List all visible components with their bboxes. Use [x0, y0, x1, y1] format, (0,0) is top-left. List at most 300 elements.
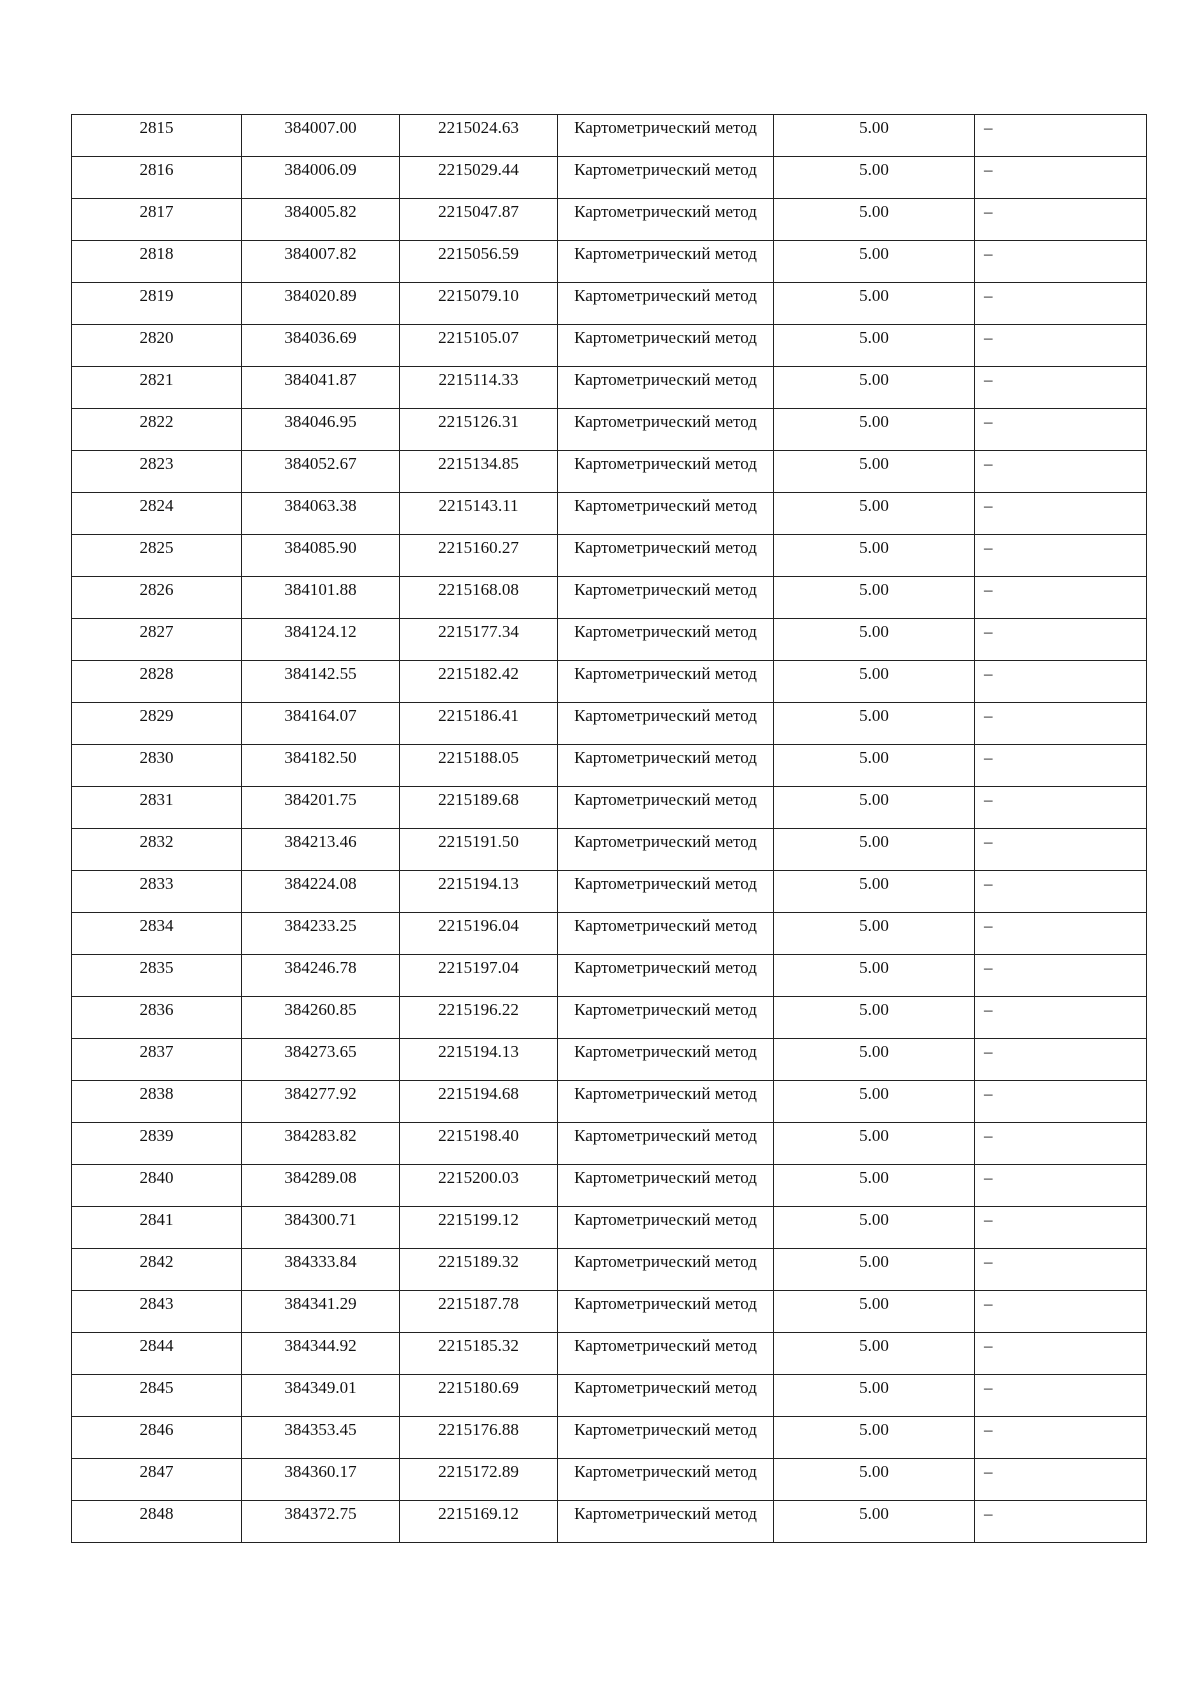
- x-coordinate-cell: [242, 367, 400, 409]
- accuracy-cell-text: 5.00: [859, 664, 889, 683]
- method-cell-text: Картометрический метод: [574, 1504, 757, 1523]
- x-coordinate-cell-text: 384101.88: [284, 580, 357, 599]
- table-row: [72, 1333, 1147, 1375]
- accuracy-cell: [774, 1123, 975, 1165]
- point-number-cell-text: 2839: [139, 1126, 174, 1145]
- point-number-cell-text: 2821: [139, 370, 174, 389]
- table-row: [72, 283, 1147, 325]
- x-coordinate-cell-text: 384360.17: [284, 1462, 357, 1481]
- description-cell-text: –: [984, 1420, 993, 1439]
- accuracy-cell: [774, 115, 975, 157]
- table-row: [72, 115, 1147, 157]
- description-cell: [975, 535, 1147, 577]
- description-cell-text: –: [984, 538, 993, 557]
- y-coordinate-cell: [400, 409, 558, 451]
- y-coordinate-cell-text: 2215177.34: [438, 622, 519, 641]
- y-coordinate-cell: [400, 1459, 558, 1501]
- method-cell-text: Картометрический метод: [574, 1210, 757, 1229]
- description-cell: [975, 1123, 1147, 1165]
- accuracy-cell-text: 5.00: [859, 1294, 889, 1313]
- accuracy-cell: [774, 367, 975, 409]
- y-coordinate-cell-text: 2215160.27: [438, 538, 519, 557]
- accuracy-cell-text: 5.00: [859, 1420, 889, 1439]
- y-coordinate-cell: [400, 1039, 558, 1081]
- description-cell-text: –: [984, 916, 993, 935]
- method-cell: [558, 1123, 774, 1165]
- table-row: [72, 1459, 1147, 1501]
- description-cell: [975, 1291, 1147, 1333]
- accuracy-cell: [774, 1333, 975, 1375]
- point-number-cell: [72, 115, 242, 157]
- x-coordinate-cell: [242, 997, 400, 1039]
- table-row: [72, 1291, 1147, 1333]
- method-cell-text: Картометрический метод: [574, 1420, 757, 1439]
- description-cell: [975, 1459, 1147, 1501]
- method-cell: [558, 787, 774, 829]
- description-cell: [975, 157, 1147, 199]
- description-cell-text: –: [984, 832, 993, 851]
- description-cell: [975, 1165, 1147, 1207]
- accuracy-cell-text: 5.00: [859, 496, 889, 515]
- x-coordinate-cell: [242, 325, 400, 367]
- x-coordinate-cell-text: 384246.78: [284, 958, 357, 977]
- x-coordinate-cell: [242, 1459, 400, 1501]
- y-coordinate-cell-text: 2215182.42: [438, 664, 519, 683]
- accuracy-cell-text: 5.00: [859, 580, 889, 599]
- point-number-cell-text: 2830: [139, 748, 174, 767]
- description-cell-text: –: [984, 370, 993, 389]
- accuracy-cell: [774, 703, 975, 745]
- description-cell: [975, 367, 1147, 409]
- accuracy-cell-text: 5.00: [859, 1168, 889, 1187]
- coordinates-table: [71, 114, 1147, 1543]
- y-coordinate-cell-text: 2215056.59: [438, 244, 519, 263]
- method-cell-text: Картометрический метод: [574, 580, 757, 599]
- y-coordinate-cell: [400, 1333, 558, 1375]
- x-coordinate-cell: [242, 1039, 400, 1081]
- point-number-cell-text: 2836: [139, 1000, 174, 1019]
- description-cell: [975, 1081, 1147, 1123]
- y-coordinate-cell: [400, 1417, 558, 1459]
- x-coordinate-cell-text: 384124.12: [284, 622, 357, 641]
- method-cell-text: Картометрический метод: [574, 202, 757, 221]
- accuracy-cell: [774, 241, 975, 283]
- description-cell-text: –: [984, 790, 993, 809]
- point-number-cell-text: 2838: [139, 1084, 174, 1103]
- description-cell: [975, 409, 1147, 451]
- accuracy-cell-text: 5.00: [859, 160, 889, 179]
- x-coordinate-cell: [242, 1081, 400, 1123]
- accuracy-cell-text: 5.00: [859, 244, 889, 263]
- description-cell: [975, 199, 1147, 241]
- x-coordinate-cell: [242, 871, 400, 913]
- y-coordinate-cell: [400, 1081, 558, 1123]
- y-coordinate-cell: [400, 493, 558, 535]
- y-coordinate-cell: [400, 787, 558, 829]
- point-number-cell-text: 2844: [139, 1336, 174, 1355]
- accuracy-cell: [774, 493, 975, 535]
- method-cell-text: Картометрический метод: [574, 1084, 757, 1103]
- point-number-cell-text: 2823: [139, 454, 174, 473]
- accuracy-cell: [774, 829, 975, 871]
- method-cell: [558, 577, 774, 619]
- accuracy-cell: [774, 619, 975, 661]
- description-cell-text: –: [984, 580, 993, 599]
- table-row: [72, 325, 1147, 367]
- y-coordinate-cell: [400, 871, 558, 913]
- y-coordinate-cell-text: 2215105.07: [438, 328, 519, 347]
- description-cell-text: –: [984, 1210, 993, 1229]
- description-cell: [975, 325, 1147, 367]
- x-coordinate-cell: [242, 955, 400, 997]
- table-row: [72, 1249, 1147, 1291]
- description-cell-text: –: [984, 1126, 993, 1145]
- table-row: [72, 409, 1147, 451]
- accuracy-cell-text: 5.00: [859, 958, 889, 977]
- method-cell: [558, 1081, 774, 1123]
- point-number-cell-text: 2847: [139, 1462, 174, 1481]
- y-coordinate-cell-text: 2215200.03: [438, 1168, 519, 1187]
- x-coordinate-cell: [242, 787, 400, 829]
- point-number-cell: [72, 493, 242, 535]
- point-number-cell-text: 2845: [139, 1378, 174, 1397]
- table-row: [72, 577, 1147, 619]
- table-row: [72, 1081, 1147, 1123]
- description-cell-text: –: [984, 1084, 993, 1103]
- x-coordinate-cell-text: 384283.82: [284, 1126, 357, 1145]
- method-cell-text: Картометрический метод: [574, 370, 757, 389]
- description-cell: [975, 661, 1147, 703]
- accuracy-cell-text: 5.00: [859, 1336, 889, 1355]
- y-coordinate-cell: [400, 913, 558, 955]
- point-number-cell-text: 2834: [139, 916, 174, 935]
- method-cell-text: Картометрический метод: [574, 1462, 757, 1481]
- table-row: [72, 1165, 1147, 1207]
- accuracy-cell: [774, 199, 975, 241]
- x-coordinate-cell-text: 384273.65: [284, 1042, 357, 1061]
- accuracy-cell-text: 5.00: [859, 1210, 889, 1229]
- method-cell: [558, 703, 774, 745]
- accuracy-cell-text: 5.00: [859, 202, 889, 221]
- method-cell-text: Картометрический метод: [574, 118, 757, 137]
- method-cell: [558, 535, 774, 577]
- point-number-cell: [72, 535, 242, 577]
- point-number-cell: [72, 409, 242, 451]
- y-coordinate-cell-text: 2215114.33: [438, 370, 519, 389]
- y-coordinate-cell-text: 2215194.68: [438, 1084, 519, 1103]
- point-number-cell: [72, 1459, 242, 1501]
- point-number-cell-text: 2842: [139, 1252, 174, 1271]
- y-coordinate-cell: [400, 367, 558, 409]
- point-number-cell-text: 2815: [139, 118, 174, 137]
- y-coordinate-cell: [400, 451, 558, 493]
- method-cell-text: Картометрический метод: [574, 664, 757, 683]
- description-cell-text: –: [984, 1252, 993, 1271]
- accuracy-cell: [774, 1417, 975, 1459]
- y-coordinate-cell-text: 2215047.87: [438, 202, 519, 221]
- description-cell: [975, 115, 1147, 157]
- y-coordinate-cell: [400, 115, 558, 157]
- point-number-cell-text: 2843: [139, 1294, 174, 1313]
- description-cell-text: –: [984, 1168, 993, 1187]
- x-coordinate-cell-text: 384007.00: [284, 118, 357, 137]
- y-coordinate-cell-text: 2215188.05: [438, 748, 519, 767]
- method-cell: [558, 1291, 774, 1333]
- accuracy-cell: [774, 1081, 975, 1123]
- description-cell: [975, 1333, 1147, 1375]
- table-row: [72, 955, 1147, 997]
- x-coordinate-cell: [242, 1165, 400, 1207]
- x-coordinate-cell: [242, 913, 400, 955]
- point-number-cell: [72, 367, 242, 409]
- table-row: [72, 829, 1147, 871]
- x-coordinate-cell-text: 384353.45: [284, 1420, 357, 1439]
- y-coordinate-cell: [400, 577, 558, 619]
- y-coordinate-cell: [400, 745, 558, 787]
- point-number-cell: [72, 955, 242, 997]
- point-number-cell-text: 2820: [139, 328, 174, 347]
- method-cell: [558, 493, 774, 535]
- table-row: [72, 1123, 1147, 1165]
- y-coordinate-cell: [400, 703, 558, 745]
- accuracy-cell-text: 5.00: [859, 790, 889, 809]
- point-number-cell-text: 2818: [139, 244, 174, 263]
- method-cell-text: Картометрический метод: [574, 790, 757, 809]
- x-coordinate-cell-text: 384142.55: [284, 664, 357, 683]
- method-cell: [558, 1459, 774, 1501]
- point-number-cell-text: 2837: [139, 1042, 174, 1061]
- description-cell: [975, 619, 1147, 661]
- y-coordinate-cell-text: 2215189.32: [438, 1252, 519, 1271]
- point-number-cell-text: 2827: [139, 622, 174, 641]
- point-number-cell: [72, 241, 242, 283]
- description-cell-text: –: [984, 1378, 993, 1397]
- accuracy-cell: [774, 451, 975, 493]
- x-coordinate-cell: [242, 1291, 400, 1333]
- description-cell-text: –: [984, 328, 993, 347]
- method-cell-text: Картометрический метод: [574, 496, 757, 515]
- table-row: [72, 1375, 1147, 1417]
- method-cell: [558, 1207, 774, 1249]
- method-cell-text: Картометрический метод: [574, 328, 757, 347]
- point-number-cell: [72, 913, 242, 955]
- point-number-cell-text: 2835: [139, 958, 174, 977]
- method-cell-text: Картометрический метод: [574, 1294, 757, 1313]
- method-cell-text: Картометрический метод: [574, 748, 757, 767]
- x-coordinate-cell-text: 384260.85: [284, 1000, 357, 1019]
- method-cell: [558, 1165, 774, 1207]
- method-cell: [558, 325, 774, 367]
- x-coordinate-cell-text: 384006.09: [284, 160, 357, 179]
- accuracy-cell-text: 5.00: [859, 1042, 889, 1061]
- accuracy-cell: [774, 1207, 975, 1249]
- y-coordinate-cell-text: 2215024.63: [438, 118, 519, 137]
- point-number-cell: [72, 325, 242, 367]
- table-row: [72, 493, 1147, 535]
- x-coordinate-cell: [242, 661, 400, 703]
- description-cell: [975, 1207, 1147, 1249]
- accuracy-cell: [774, 997, 975, 1039]
- point-number-cell: [72, 745, 242, 787]
- y-coordinate-cell: [400, 1249, 558, 1291]
- description-cell-text: –: [984, 1336, 993, 1355]
- accuracy-cell: [774, 661, 975, 703]
- y-coordinate-cell: [400, 1291, 558, 1333]
- x-coordinate-cell-text: 384164.07: [284, 706, 357, 725]
- point-number-cell: [72, 1417, 242, 1459]
- x-coordinate-cell: [242, 535, 400, 577]
- description-cell: [975, 241, 1147, 283]
- y-coordinate-cell-text: 2215029.44: [438, 160, 519, 179]
- accuracy-cell-text: 5.00: [859, 1084, 889, 1103]
- description-cell-text: –: [984, 496, 993, 515]
- x-coordinate-cell-text: 384213.46: [284, 832, 357, 851]
- y-coordinate-cell-text: 2215180.69: [438, 1378, 519, 1397]
- accuracy-cell-text: 5.00: [859, 1462, 889, 1481]
- table-row: [72, 241, 1147, 283]
- y-coordinate-cell-text: 2215194.13: [438, 874, 519, 893]
- x-coordinate-cell-text: 384052.67: [284, 454, 357, 473]
- y-coordinate-cell: [400, 1123, 558, 1165]
- method-cell: [558, 1375, 774, 1417]
- point-number-cell-text: 2846: [139, 1420, 174, 1439]
- x-coordinate-cell-text: 384201.75: [284, 790, 357, 809]
- method-cell: [558, 1333, 774, 1375]
- table-row: [72, 871, 1147, 913]
- x-coordinate-cell: [242, 1417, 400, 1459]
- x-coordinate-cell-text: 384007.82: [284, 244, 357, 263]
- point-number-cell: [72, 871, 242, 913]
- x-coordinate-cell: [242, 745, 400, 787]
- accuracy-cell-text: 5.00: [859, 916, 889, 935]
- point-number-cell-text: 2819: [139, 286, 174, 305]
- x-coordinate-cell: [242, 493, 400, 535]
- y-coordinate-cell: [400, 241, 558, 283]
- y-coordinate-cell-text: 2215189.68: [438, 790, 519, 809]
- point-number-cell: [72, 619, 242, 661]
- point-number-cell: [72, 1081, 242, 1123]
- y-coordinate-cell-text: 2215176.88: [438, 1420, 519, 1439]
- accuracy-cell-text: 5.00: [859, 1000, 889, 1019]
- point-number-cell: [72, 1207, 242, 1249]
- x-coordinate-cell-text: 384063.38: [284, 496, 357, 515]
- y-coordinate-cell-text: 2215197.04: [438, 958, 519, 977]
- accuracy-cell-text: 5.00: [859, 1252, 889, 1271]
- y-coordinate-cell-text: 2215187.78: [438, 1294, 519, 1313]
- table-row: [72, 1039, 1147, 1081]
- method-cell: [558, 829, 774, 871]
- point-number-cell: [72, 1333, 242, 1375]
- x-coordinate-cell-text: 384300.71: [284, 1210, 357, 1229]
- y-coordinate-cell-text: 2215143.11: [438, 496, 519, 515]
- y-coordinate-cell-text: 2215168.08: [438, 580, 519, 599]
- y-coordinate-cell: [400, 1501, 558, 1543]
- description-cell: [975, 283, 1147, 325]
- method-cell: [558, 997, 774, 1039]
- method-cell: [558, 955, 774, 997]
- method-cell-text: Картометрический метод: [574, 1168, 757, 1187]
- x-coordinate-cell-text: 384182.50: [284, 748, 357, 767]
- point-number-cell: [72, 451, 242, 493]
- point-number-cell: [72, 703, 242, 745]
- point-number-cell: [72, 577, 242, 619]
- point-number-cell: [72, 661, 242, 703]
- accuracy-cell-text: 5.00: [859, 118, 889, 137]
- x-coordinate-cell-text: 384372.75: [284, 1504, 357, 1523]
- method-cell-text: Картометрический метод: [574, 1042, 757, 1061]
- method-cell-text: Картометрический метод: [574, 538, 757, 557]
- method-cell: [558, 1501, 774, 1543]
- accuracy-cell: [774, 577, 975, 619]
- description-cell: [975, 1249, 1147, 1291]
- point-number-cell: [72, 1123, 242, 1165]
- x-coordinate-cell: [242, 1375, 400, 1417]
- accuracy-cell: [774, 409, 975, 451]
- accuracy-cell-text: 5.00: [859, 622, 889, 641]
- table-row: [72, 661, 1147, 703]
- y-coordinate-cell-text: 2215185.32: [438, 1336, 519, 1355]
- x-coordinate-cell: [242, 619, 400, 661]
- accuracy-cell: [774, 1039, 975, 1081]
- x-coordinate-cell: [242, 1207, 400, 1249]
- x-coordinate-cell: [242, 409, 400, 451]
- accuracy-cell-text: 5.00: [859, 412, 889, 431]
- description-cell: [975, 1417, 1147, 1459]
- method-cell: [558, 1039, 774, 1081]
- x-coordinate-cell: [242, 115, 400, 157]
- x-coordinate-cell-text: 384224.08: [284, 874, 357, 893]
- accuracy-cell: [774, 745, 975, 787]
- accuracy-cell-text: 5.00: [859, 1504, 889, 1523]
- x-coordinate-cell-text: 384344.92: [284, 1336, 357, 1355]
- y-coordinate-cell-text: 2215186.41: [438, 706, 519, 725]
- x-coordinate-cell: [242, 451, 400, 493]
- table-row: [72, 1417, 1147, 1459]
- y-coordinate-cell-text: 2215196.04: [438, 916, 519, 935]
- y-coordinate-cell: [400, 535, 558, 577]
- x-coordinate-cell: [242, 241, 400, 283]
- y-coordinate-cell: [400, 619, 558, 661]
- description-cell-text: –: [984, 748, 993, 767]
- y-coordinate-cell: [400, 283, 558, 325]
- method-cell-text: Картометрический метод: [574, 412, 757, 431]
- accuracy-cell-text: 5.00: [859, 1378, 889, 1397]
- table-row: [72, 535, 1147, 577]
- accuracy-cell: [774, 283, 975, 325]
- x-coordinate-cell: [242, 577, 400, 619]
- x-coordinate-cell-text: 384233.25: [284, 916, 357, 935]
- y-coordinate-cell: [400, 997, 558, 1039]
- y-coordinate-cell-text: 2215198.40: [438, 1126, 519, 1145]
- accuracy-cell: [774, 871, 975, 913]
- point-number-cell-text: 2832: [139, 832, 174, 851]
- description-cell-text: –: [984, 1042, 993, 1061]
- accuracy-cell: [774, 1165, 975, 1207]
- y-coordinate-cell: [400, 1165, 558, 1207]
- method-cell-text: Картометрический метод: [574, 1336, 757, 1355]
- y-coordinate-cell: [400, 955, 558, 997]
- accuracy-cell: [774, 325, 975, 367]
- x-coordinate-cell-text: 384349.01: [284, 1378, 357, 1397]
- accuracy-cell-text: 5.00: [859, 286, 889, 305]
- accuracy-cell: [774, 1291, 975, 1333]
- y-coordinate-cell: [400, 1375, 558, 1417]
- method-cell-text: Картометрический метод: [574, 454, 757, 473]
- description-cell-text: –: [984, 706, 993, 725]
- description-cell-text: –: [984, 244, 993, 263]
- point-number-cell: [72, 283, 242, 325]
- table-row: [72, 997, 1147, 1039]
